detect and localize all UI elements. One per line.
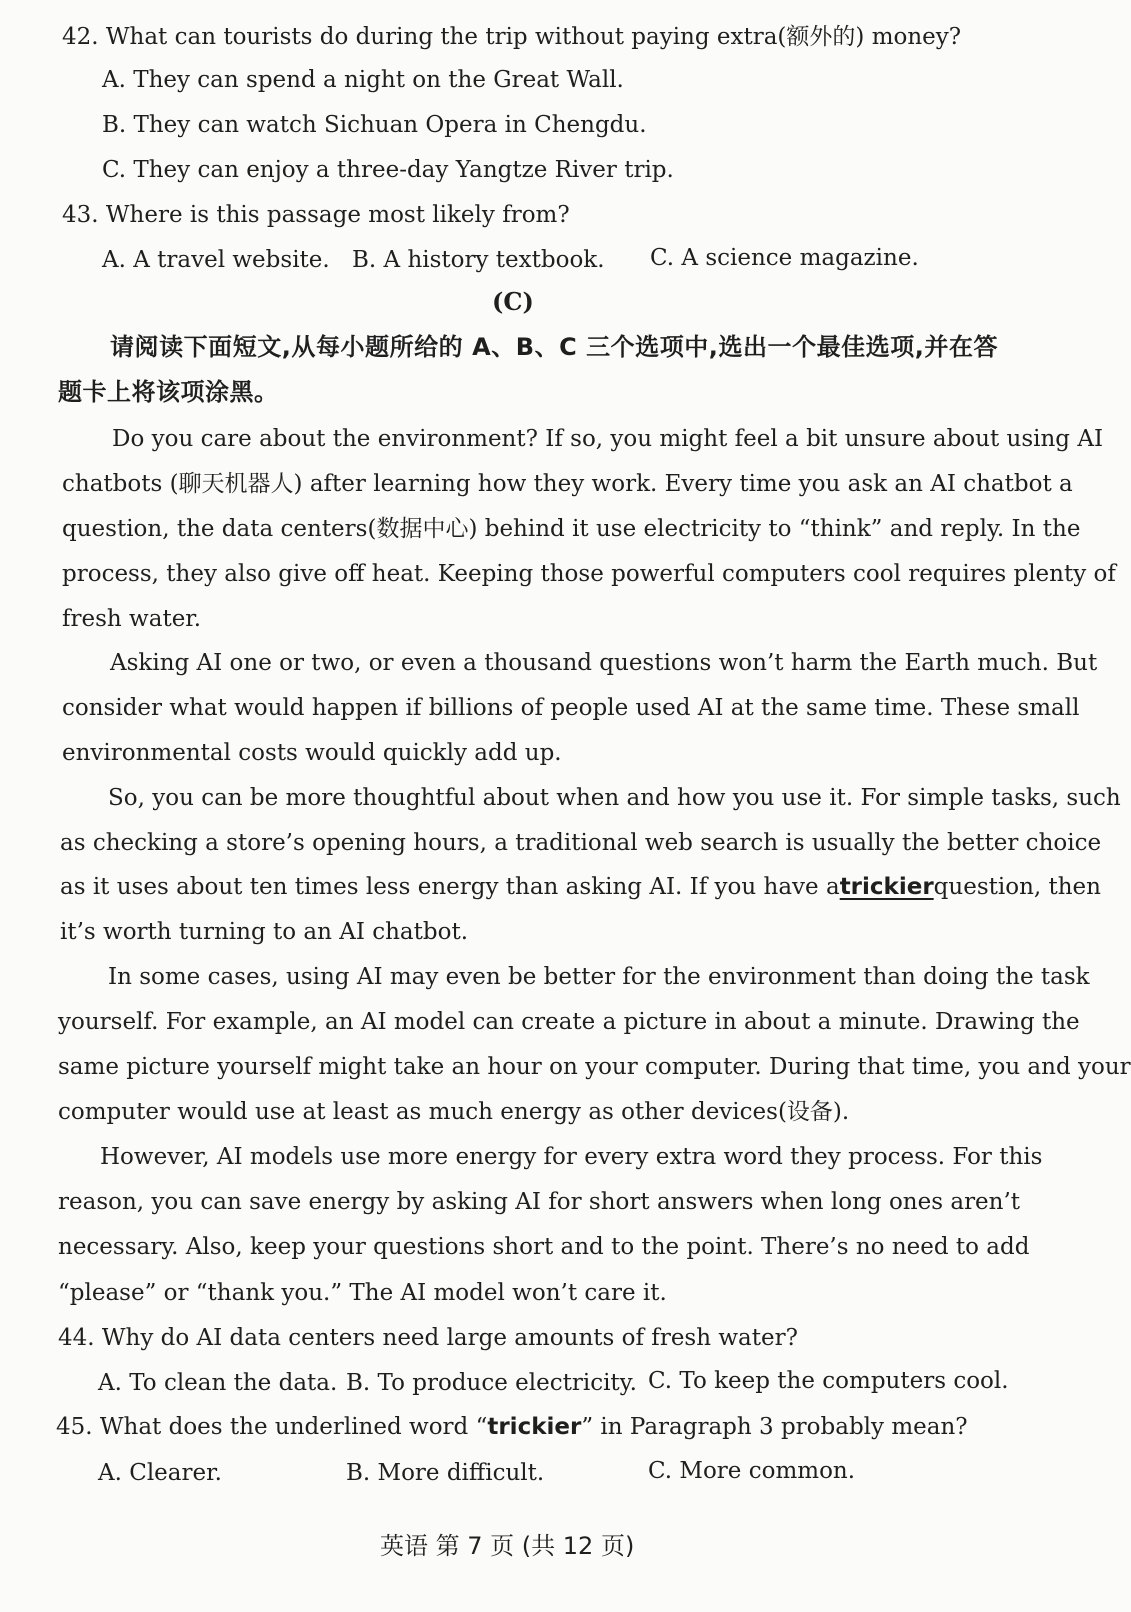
p1-line-2: chatbots (聊天机器人) after learning how they work. Every time you ask an AI chatbot a xyxy=(62,471,1073,497)
p2-line-1: Asking AI one or two, or even a thousand questions won’t harm the Earth much. But xyxy=(110,650,1098,676)
q44-option-a: A. To clean the data. xyxy=(98,1370,338,1396)
q45-option-b: B. More difficult. xyxy=(346,1460,545,1486)
underlined-word-trickier: trickier xyxy=(839,874,934,900)
question-44: 44. Why do AI data centers need large amounts of fresh water? xyxy=(58,1325,798,1351)
p3-line-3-end: question, then xyxy=(933,874,1101,900)
p5-line-3: necessary. Also, keep your questions short and to the point. There’s no need to add xyxy=(58,1234,1030,1260)
q45-option-c: C. More common. xyxy=(648,1458,856,1484)
q43-option-a: A. A travel website. xyxy=(102,247,330,273)
p2-line-2: consider what would happen if billions of people used AI at the same time. These small xyxy=(62,695,1080,721)
p1-line-4: process, they also give off heat. Keeping those powerful computers cool requires plenty of xyxy=(62,561,1116,587)
page-footer: 英语 第 7 页 (共 12 页) xyxy=(380,1532,635,1560)
q45-keyword: trickier xyxy=(487,1414,582,1440)
q44-option-c: C. To keep the computers cool. xyxy=(648,1368,1009,1394)
question-42: 42. What can tourists do during the trip without paying extra(额外的) money? xyxy=(62,24,962,50)
p5-line-2: reason, you can save energy by asking AI for short answers when long ones aren’t xyxy=(58,1189,1021,1215)
question-43: 43. Where is this passage most likely from? xyxy=(62,202,570,228)
q42-option-b: B. They can watch Sichuan Opera in Chengdu. xyxy=(102,112,647,138)
q45-text-start: 45. What does the underlined word “ xyxy=(56,1414,488,1440)
q44-option-b: B. To produce electricity. xyxy=(346,1370,637,1396)
p3-line-3 xyxy=(60,872,1101,902)
question-45 xyxy=(56,1412,968,1442)
p2-line-3: environmental costs would quickly add up. xyxy=(62,740,562,766)
section-label: (C) xyxy=(492,287,534,316)
p4-line-2: yourself. For example, an AI model can create a picture in about a minute. Drawing the xyxy=(58,1009,1080,1035)
section-instruction-cont: 题卡上将该项涂黑。 xyxy=(58,378,279,406)
p3-line-1: So, you can be more thoughtful about when and how you use it. For simple tasks, such xyxy=(108,785,1121,811)
p1-line-1: Do you care about the environment? If so, you might feel a bit unsure about using AI xyxy=(112,426,1104,452)
p4-line-3: same picture yourself might take an hour on your computer. During that time, you and your xyxy=(58,1054,1131,1080)
p5-line-4: “please” or “thank you.” The AI model won’t care it. xyxy=(58,1280,667,1306)
p5-line-1: However, AI models use more energy for every extra word they process. For this xyxy=(100,1144,1043,1170)
p4-line-1: In some cases, using AI may even be better for the environment than doing the task xyxy=(108,964,1090,990)
q45-text-end: ” in Paragraph 3 probably mean? xyxy=(581,1414,968,1440)
section-instruction: 请阅读下面短文,从每小题所给的 A、B、C 三个选项中,选出一个最佳选项,并在答 xyxy=(110,333,998,361)
p4-line-4: computer would use at least as much energy as other devices(设备). xyxy=(58,1099,850,1125)
q43-option-c: C. A science magazine. xyxy=(650,245,919,271)
p1-line-3: question, the data centers(数据中心) behind it use electricity to “think” and reply. In the xyxy=(62,516,1081,542)
p1-line-5: fresh water. xyxy=(62,606,202,632)
p3-line-2: as checking a store’s opening hours, a traditional web search is usually the better choice xyxy=(60,830,1102,856)
p3-line-4: it’s worth turning to an AI chatbot. xyxy=(60,919,469,945)
q45-option-a: A. Clearer. xyxy=(98,1460,222,1486)
q43-option-b: B. A history textbook. xyxy=(352,247,605,273)
q42-option-a: A. They can spend a night on the Great Wall. xyxy=(102,67,624,93)
p3-line-3-start: as it uses about ten times less energy than asking AI. If you have a xyxy=(60,874,840,900)
q42-option-c: C. They can enjoy a three-day Yangtze River trip. xyxy=(102,157,674,183)
